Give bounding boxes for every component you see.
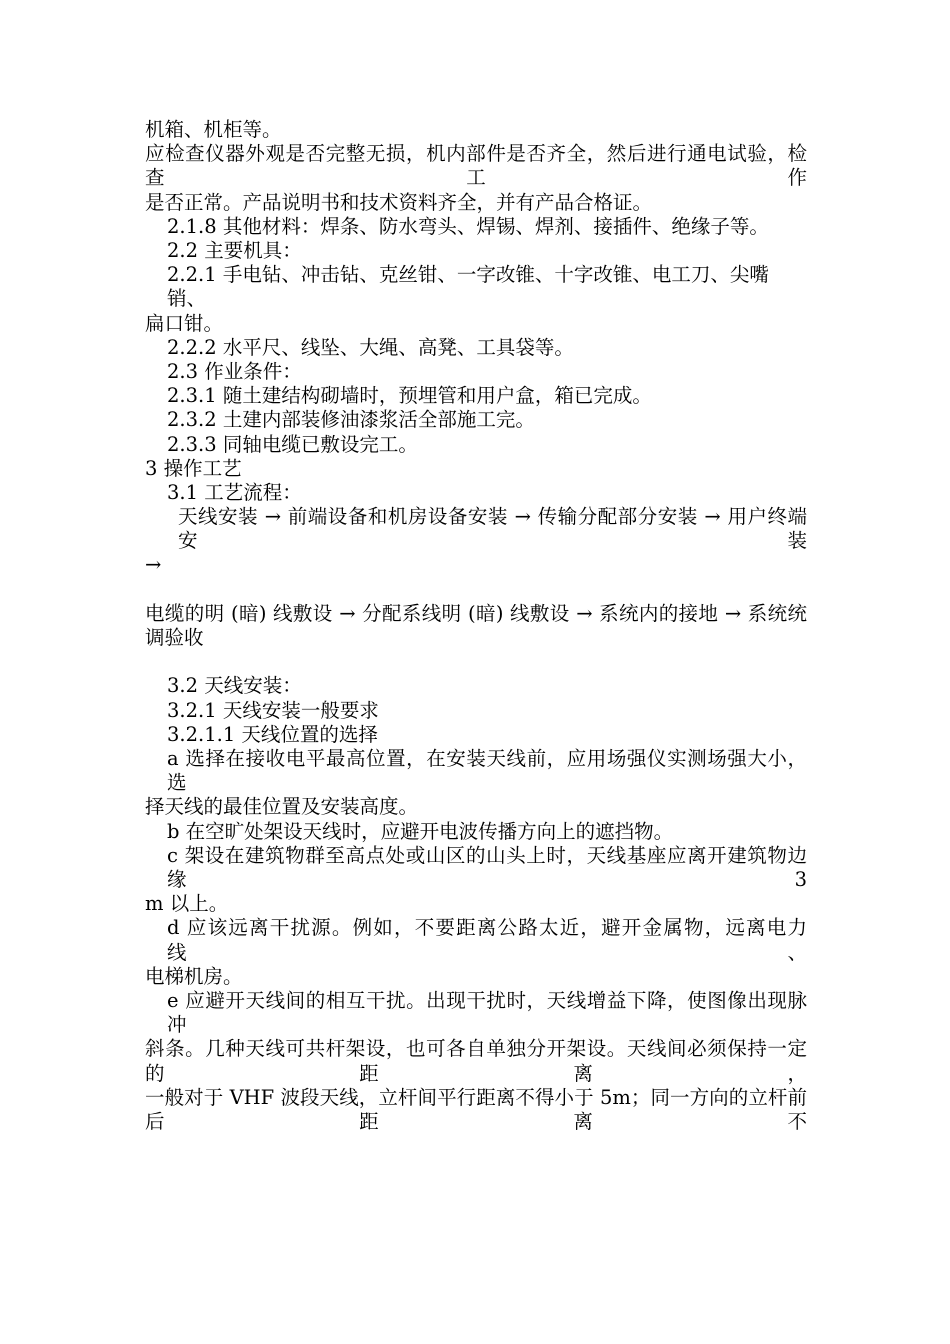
item-c: c 架设在建筑物群至高点处或山区的山头上时，天线基座应离开建筑物边缘 3 <box>167 843 807 891</box>
text-line: 电梯机房。 <box>145 964 243 988</box>
text-line: 扁口钳。 <box>145 311 224 335</box>
text-line: 一般对于 VHF 波段天线，立杆间平行距离不得小于 5m；同一方向的立杆前后距离不 <box>145 1085 807 1133</box>
text-line: 应检查仪器外观是否完整无损，机内部件是否齐全，然后进行通电试验，检查工作 <box>145 142 807 190</box>
text-line: 斜条。几种天线可共杆架设，也可各自单独分开架设。天线间必须保持一定的距离， <box>145 1037 807 1085</box>
section-2-1-8: 2.1.8 其他材料：焊条、防水弯头、焊锡、焊剂、接插件、绝缘子等。 <box>167 214 769 238</box>
section-2-3-2: 2.3.2 土建内部装修油漆浆活全部施工完。 <box>167 408 535 432</box>
section-2-3-3: 2.3.3 同轴电缆已敷设完工。 <box>167 432 418 456</box>
process-flow-line-3: 调验收 <box>145 626 204 650</box>
text-line: 择天线的最佳位置及安装高度。 <box>145 795 419 819</box>
text-line: 机箱、机柜等。 <box>145 118 282 141</box>
section-2-2-1: 2.2.1 手电钻、冲击钻、克丝钳、一字改锥、十字改锥、电工刀、尖嘴销、 <box>167 263 769 311</box>
section-3-2-1: 3.2.1 天线安装一般要求 <box>167 698 379 722</box>
spacer <box>145 650 807 674</box>
section-2-3-1: 2.3.1 随土建结构砌墙时，预埋管和用户盒，箱已完成。 <box>167 384 652 408</box>
item-e: e 应避开天线间的相互干扰。出现干扰时，天线增益下降，使图像出现脉冲 <box>167 988 807 1037</box>
section-heading-2-3: 2.3 作业条件： <box>167 359 302 383</box>
text-line: m 以上。 <box>145 892 229 916</box>
item-a: a 选择在接收电平最高位置，在安装天线前，应用场强仪实测场强大小，选 <box>167 747 807 795</box>
section-heading-3-2: 3.2 天线安装： <box>167 674 302 698</box>
section-heading-2-2: 2.2 主要机具： <box>167 238 302 262</box>
process-flow-line-1: 天线安装 → 前端设备和机房设备安装 → 传输分配部分安装 → 用户终端安装 <box>178 505 807 553</box>
text-line: 是否正常。产品说明书和技术资料齐全，并有产品合格证。 <box>145 190 653 214</box>
process-flow-line-2: 电缆的明 (暗) 线敷设 → 分配系线明 (暗) 线敷设 → 系统内的接地 → 系统统 <box>145 601 807 625</box>
process-flow-arrow: → <box>145 553 162 577</box>
spacer <box>145 578 807 602</box>
item-b: b 在空旷处架设天线时，应避开电波传播方向上的遮挡物。 <box>167 819 674 843</box>
item-d: d 应该远离干扰源。例如，不要距离公路太近，避开金属物，远离电力线、 <box>167 916 807 964</box>
document-body <box>145 118 807 1134</box>
section-heading-3-1: 3.1 工艺流程： <box>167 480 302 504</box>
section-heading-3: 3 操作工艺 <box>145 456 242 480</box>
section-3-2-1-1: 3.2.1.1 天线位置的选择 <box>167 722 378 746</box>
section-2-2-2: 2.2.2 水平尺、线坠、大绳、高凳、工具袋等。 <box>167 335 574 359</box>
